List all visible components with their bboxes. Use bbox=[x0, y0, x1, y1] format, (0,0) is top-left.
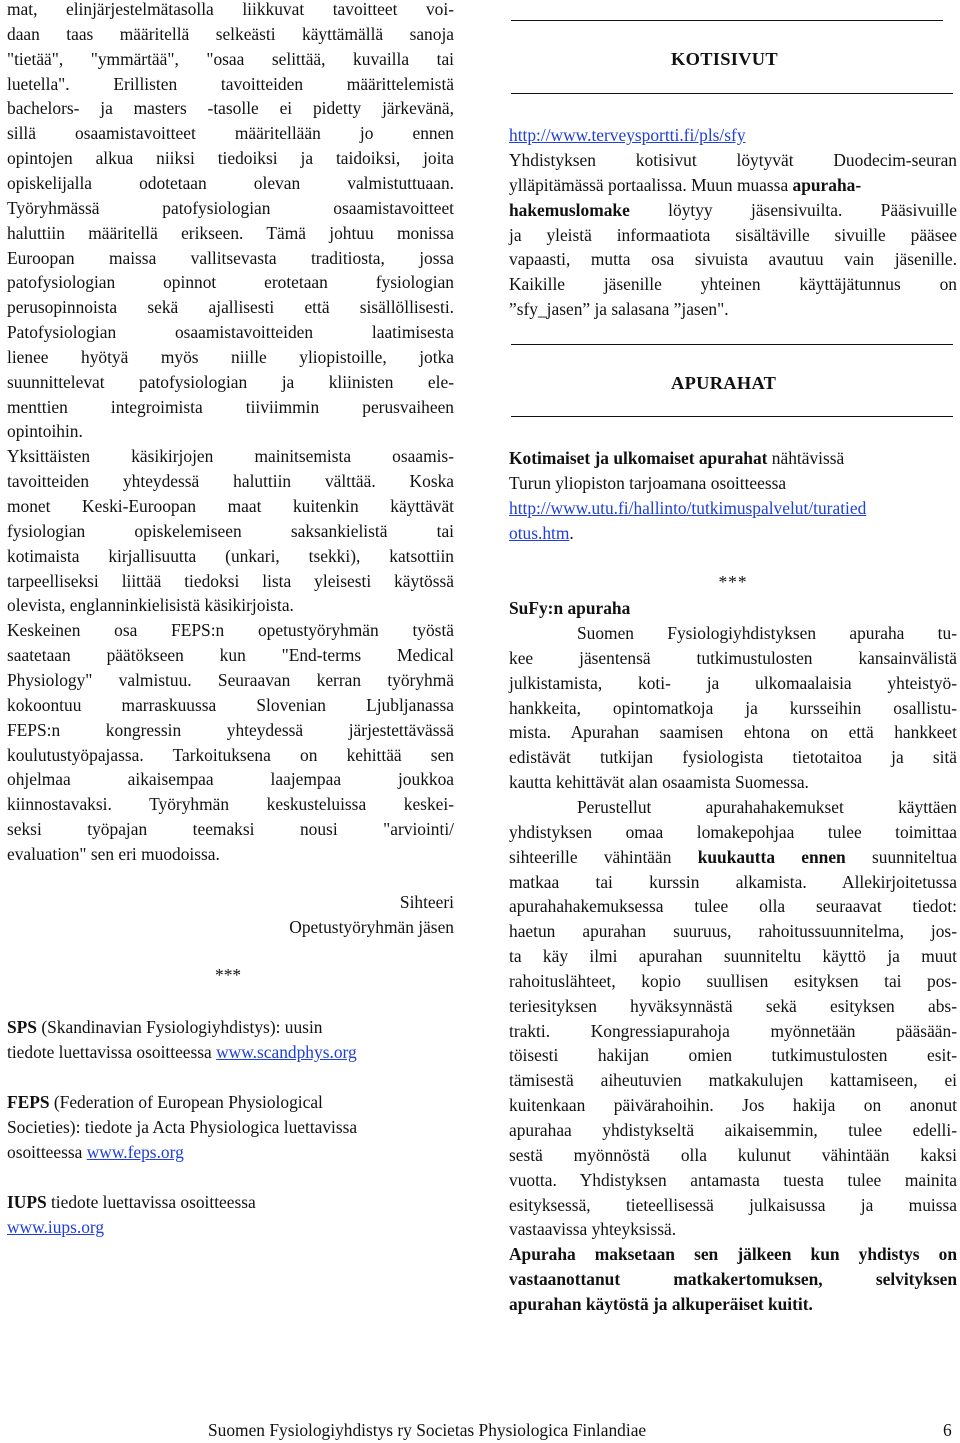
apurahat-intro bbox=[509, 446, 957, 471]
feps-notice-line3 bbox=[7, 1140, 454, 1165]
left-body-line: perusopinnoista sekä ajallisesti että sisällöllisesti. bbox=[7, 297, 454, 318]
feps-text: (Federation of European Physiological bbox=[49, 1092, 323, 1112]
left-body-line: mat, elinjärjestelmätasolla liikkuvat tavoitteet voi- bbox=[7, 0, 454, 19]
iups-text: tiedote luettavissa osoitteessa bbox=[46, 1192, 256, 1212]
left-body-line: suunnittelevat patofysiologian ja kliinisten ele- bbox=[7, 371, 454, 392]
rule-top-kotisivut bbox=[511, 20, 943, 21]
left-body-line: koulutustyöpajassa. Tarkoituksena on kehittää sen bbox=[7, 744, 454, 765]
left-body-line: FEPS:n kongressin yhteydessä järjestettävässä bbox=[7, 719, 454, 740]
sufy-body-line: trakti. Kongressiapurahoja myönnetään pääsään- bbox=[509, 1020, 957, 1041]
kotisivut-line-0 bbox=[509, 123, 957, 148]
sps-text2: tiedote luettavissa osoitteessa bbox=[7, 1042, 217, 1062]
signature-role: Sihteeri bbox=[399, 892, 454, 912]
left-body-line: haluttiin määritellä erikseen. Tämä johtuu monissa bbox=[7, 222, 454, 243]
sufy-body-line: teriesityksen hyväksynnästä sekä esityksen abs- bbox=[509, 995, 957, 1016]
kotisivut-body-line: Yhdistyksen kotisivut löytyvät Duodecim-seuran bbox=[509, 150, 957, 170]
kotisivut-body-line: ”sfy_jasen” ja salasana ”jasen". bbox=[509, 299, 729, 320]
line-bold-text: kuukautta ennen bbox=[697, 846, 846, 867]
sufy-title bbox=[509, 596, 957, 621]
sufy-body-line: vastaavissa yhteyksissä. bbox=[509, 1219, 677, 1240]
left-body-line: kotimaista kirjallisuutta (unkari, tsekki), katsottiin bbox=[7, 545, 454, 566]
line-text: suunniteltua bbox=[845, 846, 957, 867]
kotisivut-heading: KOTISIVUT bbox=[671, 49, 778, 69]
left-body-line: Patofysiologian osaamistavoitteiden laatimisesta bbox=[7, 322, 454, 343]
line-text: sihteerille vähintään bbox=[509, 846, 698, 867]
terveysportti-link[interactable]: http://www.terveysportti.fi/pls/sfy bbox=[509, 125, 746, 145]
sufy-body-line: hankkeita, opintomatkoja ja kursseihin osallistu- bbox=[509, 697, 957, 718]
sufy-body-line: töisesti hakijan omien tutkimustulosten esit- bbox=[509, 1045, 957, 1066]
left-body-line: evaluation" sen eri muodoissa. bbox=[7, 843, 220, 864]
sufy-body-line: vuotta. Yhdistyksen antamasta tuesta tulee mainita bbox=[509, 1169, 957, 1190]
sufy-body-line: julkistamista, koti- ja ulkomaalaisia yhteistyö- bbox=[509, 672, 957, 693]
kotisivut-body-line: ja yleistä informaatiota sisältäville sivuille pääsee bbox=[509, 224, 957, 245]
left-body-line: Keskeinen osa FEPS:n opetustyöryhmän työstä bbox=[7, 620, 454, 641]
sufy-body-line: kautta kehittävät alan osaamista Suomessa. bbox=[509, 772, 809, 793]
sufy-body-line: yhdistyksen omaa lomakepohjaa tulee toimittaa bbox=[509, 821, 957, 842]
left-body-line: fysiologian opiskelemiseen saksankielistä tai bbox=[7, 520, 454, 541]
left-body-line: "tietää", "ymmärtää", "osaa selittää, kuvailla tai bbox=[7, 48, 454, 69]
page-number: 6 bbox=[943, 1420, 952, 1440]
left-body-line: olevista, englanninkielisistä käsikirjoista. bbox=[7, 595, 294, 616]
sufy-closing-line: apurahan käytöstä ja alkuperäiset kuitit. bbox=[509, 1293, 813, 1314]
sufy-body-line: haetun apurahan suuruus, rahoitussuunnitelma, jos- bbox=[509, 921, 957, 942]
left-body-line: bachelors- ja masters -tasolle ei pidetty järkevänä, bbox=[7, 98, 454, 119]
left-body-line: saatetaan päätökseen kun "End-terms Medical bbox=[7, 645, 454, 666]
sufy-body-line: sestä myönnöstä olla kulunut vähintään kaksi bbox=[509, 1144, 957, 1165]
left-body-line: luetella". Erillisten tavoitteiden määrittelemistä bbox=[7, 73, 454, 94]
left-body-line: Physiology" valmistuu. Seuraavan kerran työryhmä bbox=[7, 669, 454, 690]
kotisivut-body-line: vapaasti, mutta osa sivuista avautuu vain jäsenille. bbox=[509, 249, 957, 270]
rule-bottom-apurahat bbox=[511, 416, 953, 417]
left-body-line: patofysiologian opinnot erotetaan fysiologian bbox=[7, 272, 454, 293]
left-body-line: opintojen alkua niiksi tiedoiksi ja taidoiksi, joita bbox=[7, 148, 454, 169]
feps-notice bbox=[7, 1090, 454, 1115]
apurahat-heading: APURAHAT bbox=[671, 373, 777, 393]
left-body-line: daan taas määritellä selkeästi käyttämällä sanoja bbox=[7, 23, 454, 44]
apurahat-intro-line2: Turun yliopiston tarjoamana osoitteessa bbox=[509, 473, 787, 493]
sufy-body-line: rahoituslähteet, kopio suullisen esityksen tai pos- bbox=[509, 970, 957, 991]
left-body-line: sillä osaamistavoitteet määritellään jo ennen bbox=[7, 123, 454, 144]
sufy-body-line: kee jäsentensä tutkimustulosten kansainvälistä bbox=[509, 647, 957, 668]
sufy-body-line: kuitenkaan päivärahoihin. Jos hakija on anonut bbox=[509, 1095, 957, 1116]
apurahat-link-line1 bbox=[509, 496, 957, 521]
line-bold-text: hakemuslomake bbox=[509, 199, 630, 220]
left-body-line: Euroopan maissa vallitsevasta traditiosta, jossa bbox=[7, 247, 454, 268]
sufy-body-line: matkaa tai kurssin alkamista. Allekirjoitetussa bbox=[509, 871, 957, 892]
rule-bottom-kotisivut bbox=[511, 93, 953, 94]
kotisivut-body-line bbox=[509, 198, 957, 223]
sps-notice bbox=[7, 1015, 454, 1040]
left-body-line: kokoontuu marraskuussa Slovenian Ljubljanassa bbox=[7, 694, 454, 715]
left-body-line: Yksittäisten käsikirjojen mainitsemista osaamis- bbox=[7, 446, 454, 467]
sufy-body-line: Perustellut apurahahakemukset käyttäen bbox=[577, 796, 957, 817]
feps-link[interactable]: www.feps.org bbox=[86, 1142, 184, 1162]
page-footer bbox=[0, 1417, 960, 1443]
feps-abbr: FEPS bbox=[7, 1092, 50, 1112]
left-body-line: Työryhmässä patofysiologian osaamistavoitteet bbox=[7, 197, 454, 218]
utu-link[interactable]: http://www.utu.fi/hallinto/tutkimuspalvelut/turatied bbox=[509, 498, 867, 518]
feps-text3: osoitteessa bbox=[7, 1142, 87, 1162]
sufy-body-line: ta käy ilmi apurahan suunniteltu käyttö ja muut bbox=[509, 946, 957, 967]
left-body-line: tarpeelliseksi liittää tiedoksi lista yleisesti käytössä bbox=[7, 570, 454, 591]
line-bold-text: apuraha- bbox=[792, 174, 862, 195]
left-body-line: seksi työpajan teemaksi nousi "arviointi/ bbox=[7, 819, 454, 840]
sufy-body-line bbox=[509, 845, 957, 870]
feps-notice-line2: Societies): tiedote ja Acta Physiologica luettavissa bbox=[7, 1117, 358, 1137]
sps-text: (Skandinavian Fysiologiyhdistys): uusin bbox=[36, 1017, 323, 1037]
left-body-line: monet Keski-Euroopan maat kuitenkin käyttävät bbox=[7, 496, 454, 516]
kotisivut-body-line: Kaikille jäsenille yhteinen käyttäjätunnus on bbox=[509, 274, 957, 295]
apurahat-link-line2 bbox=[509, 521, 957, 546]
iups-link[interactable]: www.iups.org bbox=[7, 1217, 105, 1237]
iups-notice-line2 bbox=[7, 1215, 454, 1240]
sufy-body-line: edistävät tutkijan fysiologista tietotaitoa ja sitä bbox=[509, 747, 957, 768]
section-separator: *** bbox=[215, 965, 242, 985]
iups-notice bbox=[7, 1190, 454, 1215]
sps-notice-line2 bbox=[7, 1040, 454, 1065]
line-text: ylläpitämässä portaalissa. Muun muassa bbox=[509, 174, 793, 195]
rule-top-apurahat bbox=[511, 344, 953, 345]
utu-link-tail: . bbox=[569, 523, 574, 543]
kotisivut-body-line bbox=[509, 173, 957, 198]
footer-text: Suomen Fysiologiyhdistys ry Societas Physiologica Finlandiae bbox=[208, 1420, 647, 1440]
iups-abbr: IUPS bbox=[7, 1192, 47, 1212]
apurahat-intro-rest: nähtävissä bbox=[767, 448, 845, 468]
left-body-line: opiskelijalla odotetaan olevan valmistuttuaan. bbox=[7, 172, 454, 193]
sufy-body-line: Suomen Fysiologiyhdistyksen apuraha tu- bbox=[577, 623, 957, 643]
sufy-body-line: esityksessä, tieteellisessä julkaisussa ja muissa bbox=[509, 1194, 957, 1215]
apurahat-intro-bold: Kotimaiset ja ulkomaiset apurahat bbox=[509, 448, 768, 468]
left-body-line: tavoitteiden yhteydessä haluttiin välttää. Koska bbox=[7, 471, 454, 492]
utu-link-continued[interactable]: otus.htm bbox=[509, 523, 570, 543]
sufy-body-line: mista. Apurahan saamisen ehtona on että hankkeet bbox=[509, 722, 957, 743]
left-body-line: ohjelmaa aikaisempaa laajempaa joukkoa bbox=[7, 769, 454, 790]
sufy-title-text: SuFy:n apuraha bbox=[509, 598, 631, 618]
signature-group: Opetustyöryhmän jäsen bbox=[289, 917, 454, 937]
left-body-line: menttien integroimista tiiviimmin perusvaiheen bbox=[7, 396, 454, 417]
sufy-closing-line: Apuraha maksetaan sen jälkeen kun yhdistys on bbox=[509, 1244, 957, 1264]
left-body-line: opintoihin. bbox=[7, 421, 83, 442]
sps-link[interactable]: www.scandphys.org bbox=[216, 1042, 357, 1062]
sufy-body-line: apurahaa yhdistykseltä aikaisemmin, tulee edelli- bbox=[509, 1120, 957, 1140]
left-body-line: kiinnostavaksi. Työryhmän keskusteluissa keskei- bbox=[7, 794, 454, 815]
line-text: löytyy jäsensivuilta. Pääsivuille bbox=[629, 199, 957, 220]
sps-abbr: SPS bbox=[7, 1017, 37, 1037]
sufy-closing-line: vastaanottanut matkakertomuksen, selvityksen bbox=[509, 1268, 957, 1289]
sufy-body-line: apurahahakemuksessa tulee olla seuraavat tiedot: bbox=[509, 896, 957, 917]
right-section-separator: *** bbox=[718, 572, 748, 592]
sufy-body-line: tämisestä aiheutuvien matkakulujen kattamiseen, ei bbox=[509, 1070, 957, 1091]
left-body-line: lienee hyötyä myös niille yliopistoille, jotka bbox=[7, 346, 454, 367]
